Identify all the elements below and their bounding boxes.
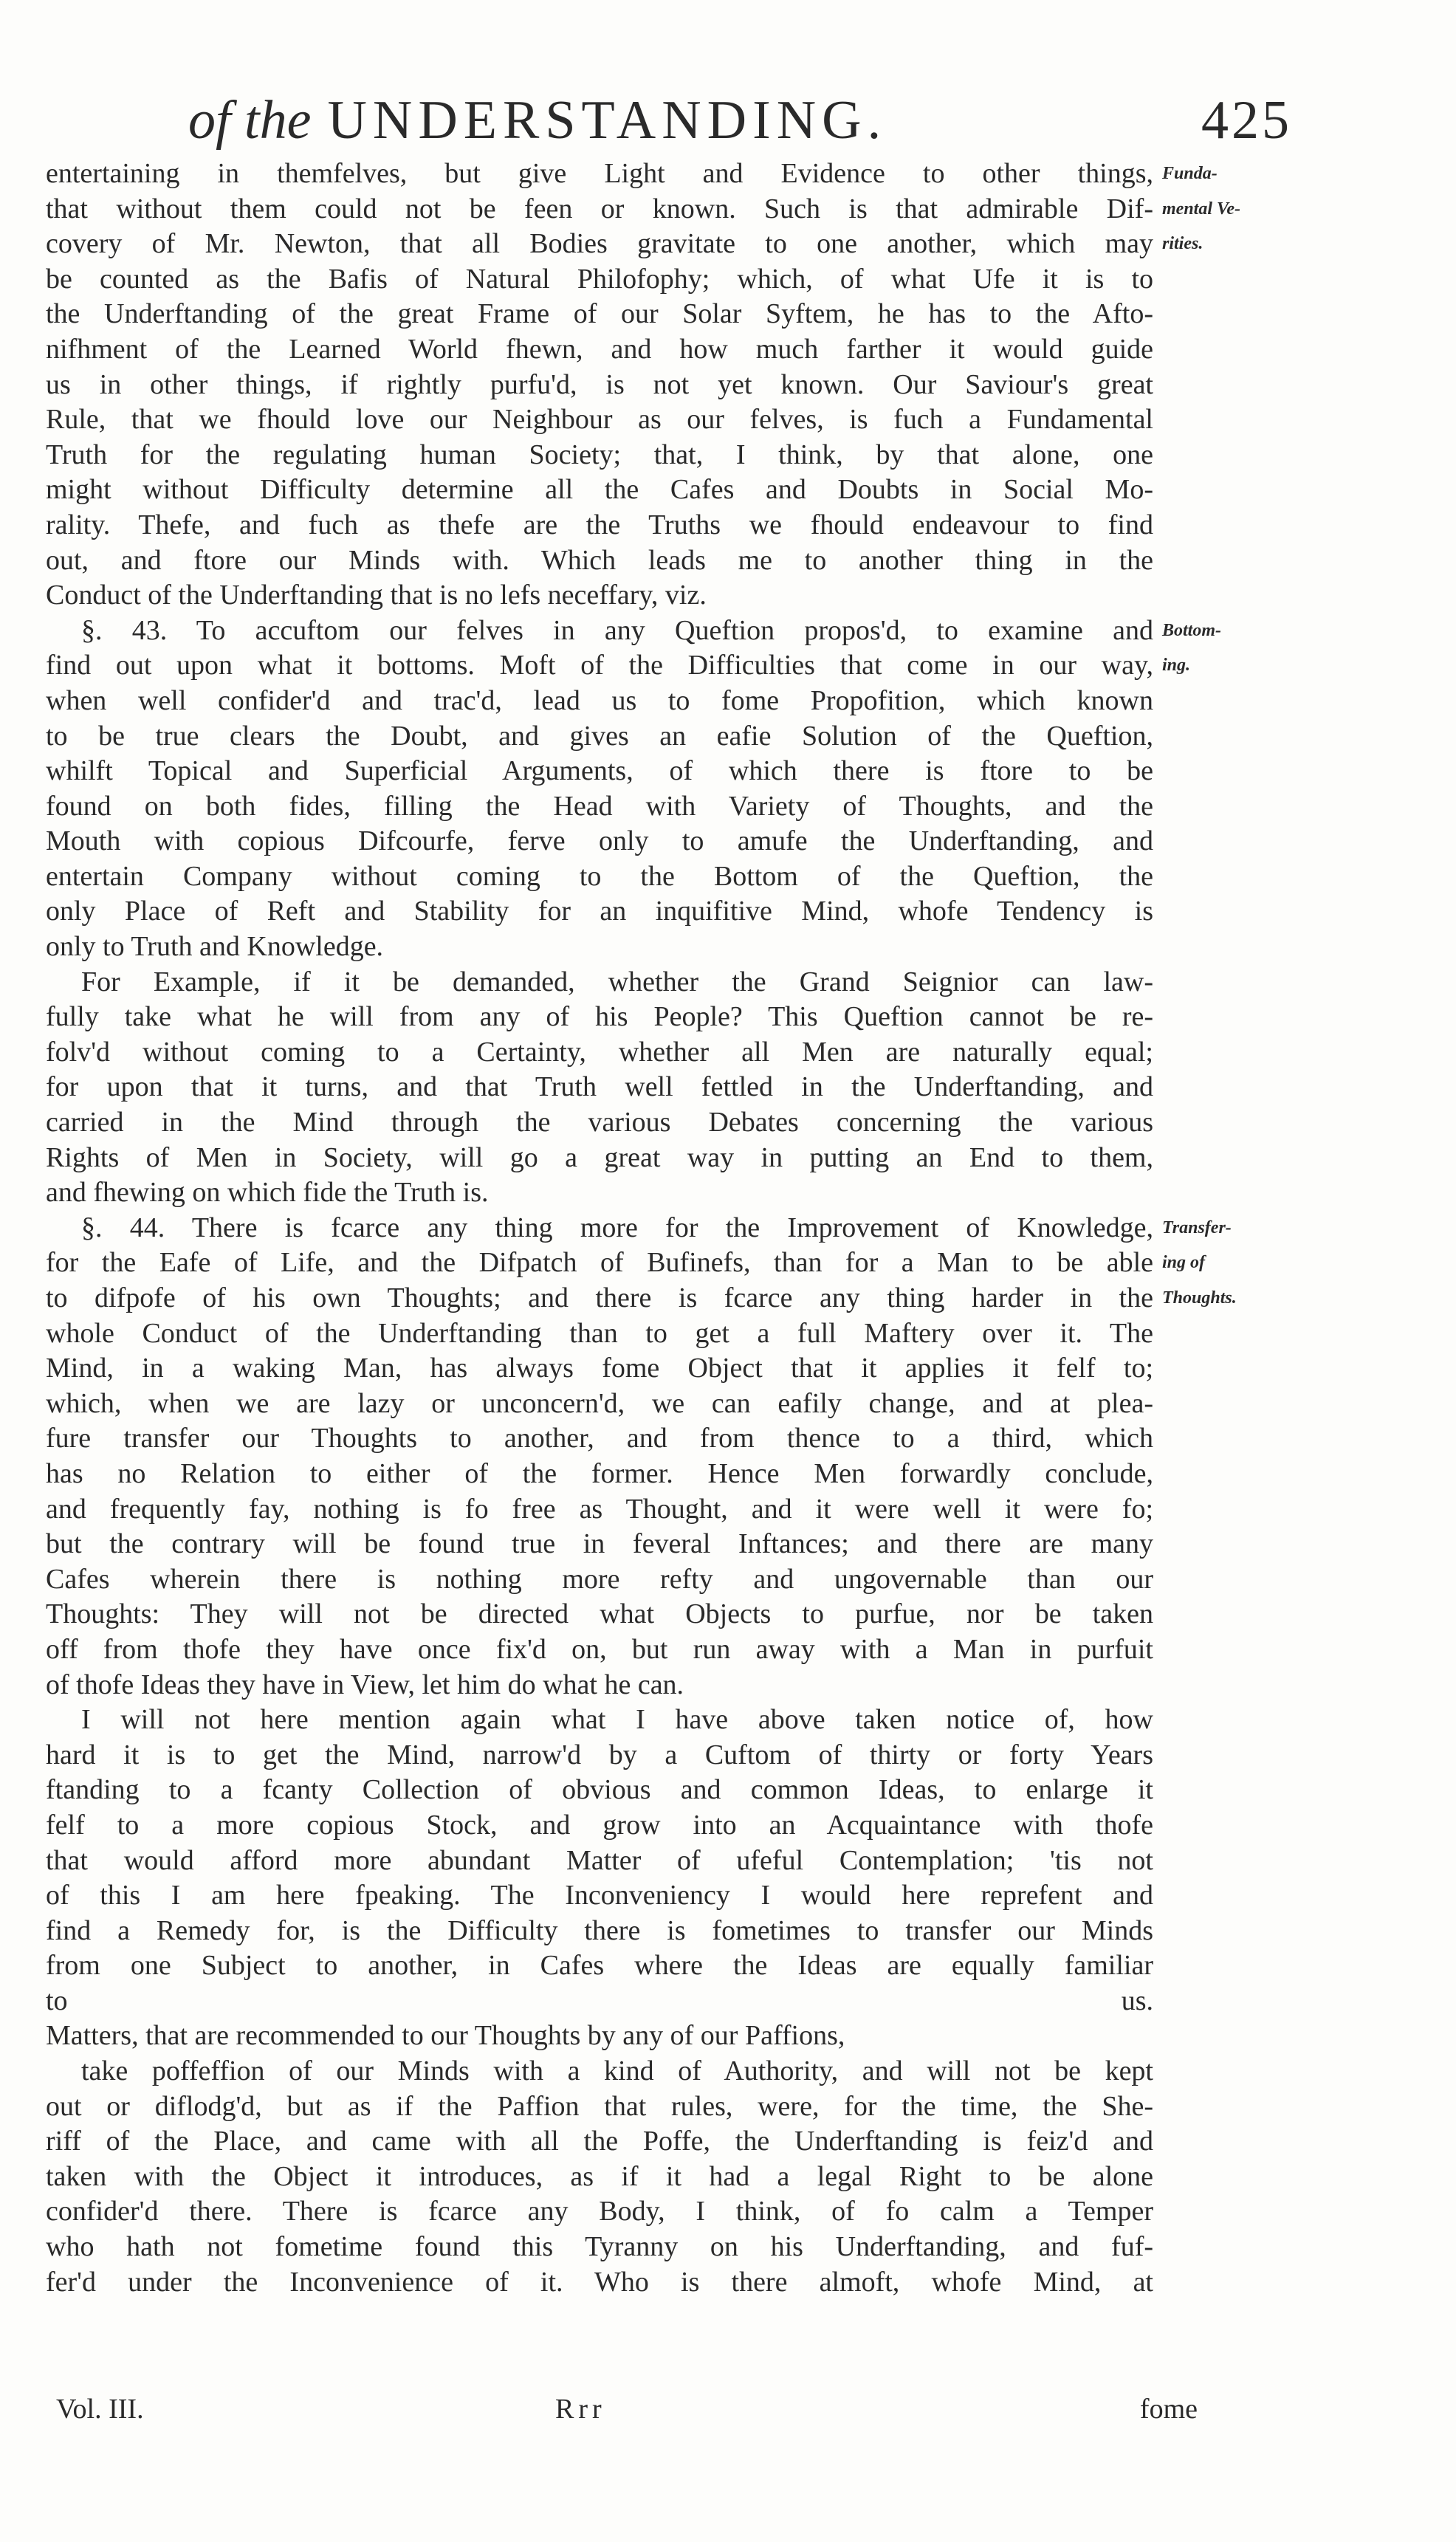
text-line: but the contrary will be found true in feveral Inftances; and there are many [46, 1528, 1153, 1560]
text-line: out, and ftore our Minds with. Which leads me to another thing in the [46, 544, 1153, 576]
note-spacer [1162, 402, 1295, 438]
note-spacer [1162, 1000, 1295, 1035]
marginal-note: rities. [1162, 234, 1203, 254]
text-line: and fhewing on which fide the Truth is. [46, 1177, 489, 1209]
signature-mark: Rrr [555, 2394, 606, 2425]
text-line: find out upon what it bottoms. Moft of the Difficulties that come in our way, [46, 650, 1153, 681]
marginal-note: Funda- [1162, 164, 1218, 183]
text-line: Conduct of the Underftanding that is no lefs neceffary, viz. [46, 580, 707, 611]
text-line: when well confider'd and trac'd, lead us to fome Propofition, which known [46, 684, 1153, 716]
text-line: folv'd without coming to a Certainty, whether all Men are naturally equal; [46, 1036, 1153, 1068]
text-line: fer'd under the Inconvenience of it. Who is there almoft, whofe Mind, at [46, 2266, 1153, 2298]
marginal-note: Bottom- [1162, 620, 1222, 640]
text-line: from one Subject to another, in Cafes where the Ideas are equally familiar [46, 1950, 1153, 1982]
text-line: hard it is to get the Mind, narrow'd by a Cuftom of thirty or forty Years [46, 1739, 1153, 1770]
text-line: §. 44. There is fcarce any thing more for the Improvement of Knowledge, [81, 1212, 1153, 1243]
note-spacer [1162, 1105, 1295, 1141]
text-line: entertaining in themfelves, but give Light and Evidence to other things, [46, 158, 1153, 189]
text-line: fully take what he will from any of his People? This Queftion cannot be re- [46, 1001, 1153, 1033]
text-line: find a Remedy for, is the Difficulty there is fometimes to transfer our Minds [46, 1914, 1153, 1946]
text-line: ftanding to a fcanty Collection of obvious and common Ideas, to enlarge it [46, 1774, 1153, 1806]
text-line: fure transfer our Thoughts to another, and from thence to a third, which [46, 1423, 1153, 1454]
note-spacer [1162, 1175, 1295, 1211]
text-line: taken with the Object it introduces, as if it had a legal Right to be alone [46, 2160, 1153, 2192]
volume-label: Vol. III. [56, 2394, 144, 2425]
text-line: carried in the Mind through the various Debates concerning the various [46, 1107, 1153, 1138]
marginal-note: ing. [1162, 656, 1191, 676]
running-title-caps: UNDERSTANDING. [327, 90, 887, 151]
text-line [46, 2300, 1153, 2335]
text-line: be counted as the Bafis of Natural Philofophy; which, of what Ufe it is to [46, 263, 1153, 295]
text-line: which, when we are lazy or unconcern'd, we can eafily change, and at plea- [46, 1387, 1153, 1419]
text-line: For Example, if it be demanded, whether the Grand Seignior can law- [81, 966, 1153, 997]
text-line: confider'd there. There is fcarce any Body, I think, of fo calm a Temper [46, 2196, 1153, 2227]
text-line: found on both fides, filling the Head with Variety of Thoughts, and the [46, 790, 1153, 822]
marginal-note: Transfer- [1162, 1217, 1232, 1237]
note-spacer [1162, 1141, 1295, 1176]
text-line: the Underftanding of the great Frame of our Solar Syftem, he has to the Afto- [46, 298, 1153, 330]
text-line: us in other things, if rightly purfu'd, is not yet known. Our Saviour's great [46, 368, 1153, 400]
text-line: and frequently fay, nothing is fo free as Thought, and it were well it were fo; [46, 1493, 1153, 1525]
note-spacer [1162, 894, 1295, 930]
text-line: Rule, that we fhould love our Neighbour as our felves, is fuch a Fundamental [46, 404, 1153, 436]
text-line: to us. [46, 1985, 1153, 2016]
note-spacer [1162, 789, 1295, 825]
note-spacer [1162, 297, 1295, 332]
note-spacer [1162, 754, 1295, 789]
text-line: to difpofe of his own Thoughts; and there is fcarce any thing harder in the [46, 1282, 1153, 1313]
text-line: who hath not fometime found this Tyranny on his Underftanding, and fuf- [46, 2231, 1153, 2263]
text-line: nifhment of the Learned World fhewn, and how much farther it would guide [46, 333, 1153, 365]
text-line: out or diflodg'd, but as if the Paffion that rules, were, for the time, the She- [46, 2090, 1153, 2122]
text-line: to be true clears the Doubt, and gives an eafie Solution of the Queftion, [46, 720, 1153, 752]
marginal-note: ing of [1162, 1253, 1206, 1273]
text-line: Thoughts: They will not be directed what Objects to purfue, nor be taken [46, 1598, 1153, 1630]
note-spacer [1162, 824, 1295, 859]
note-spacer [1162, 1035, 1295, 1071]
catchword: fome [1139, 2394, 1198, 2425]
marginal-note: mental Ve- [1162, 199, 1240, 219]
page-number: 425 [1201, 90, 1292, 151]
marginal-note: Thoughts. [1162, 1288, 1237, 1308]
note-spacer [1162, 368, 1295, 403]
note-spacer [1162, 332, 1295, 368]
running-title [188, 80, 887, 161]
text-line: that without them could not be feen or known. Such is that admirable Dif- [46, 193, 1153, 224]
text-line: has no Relation to either of the former. Hence Men forwardly conclude, [46, 1457, 1153, 1489]
text-line: entertain Company without coming to the Bottom of the Queftion, the [46, 860, 1153, 892]
note-spacer [1162, 473, 1295, 508]
text-line: might without Difficulty determine all the Cafes and Doubts in Social Mo- [46, 474, 1153, 506]
text-line: Rights of Men in Society, will go a great way in putting an End to them, [46, 1141, 1153, 1173]
text-line: that would afford more abundant Matter of ufeful Contemplation; 'tis not [46, 1844, 1153, 1876]
page-footer [46, 2387, 1198, 2431]
text-line: only to Truth and Knowledge. [46, 931, 384, 963]
text-line: off from thofe they have once fix'd on, but run away with a Man in purfuit [46, 1633, 1153, 1665]
text-line: Truth for the regulating human Society; that, I think, by that alone, one [46, 439, 1153, 470]
note-spacer [1162, 578, 1295, 614]
text-line: Cafes wherein there is nothing more refty and ungovernable than our [46, 1563, 1153, 1595]
text-line: Matters, that are recommended to our Thoughts by any of our Paffions, [46, 2020, 845, 2052]
note-spacer [1162, 543, 1295, 579]
note-spacer [1162, 508, 1295, 543]
note-spacer [1162, 1070, 1295, 1105]
text-line: rality. Thefe, and fuch as thefe are the Truths we fhould endeavour to find [46, 509, 1153, 540]
text-line: I will not here mention again what I have above taken notice of, how [81, 1704, 1153, 1736]
text-line: of this I am here fpeaking. The Inconveniency I would here reprefent and [46, 1880, 1153, 1911]
text-line: take poffeffion of our Minds with a kind of Authority, and will not be kept [81, 2055, 1153, 2087]
note-spacer [1162, 965, 1295, 1000]
note-spacer [1162, 684, 1295, 719]
text-line: of thofe Ideas they have in View, let him do what he can. [46, 1669, 684, 1700]
running-title-prefix: of the [188, 90, 312, 151]
text-line: Mind, in a waking Man, has always fome Object that it applies it felf to; [46, 1353, 1153, 1384]
note-spacer [1162, 438, 1295, 473]
body-text [46, 157, 1153, 2335]
text-line: whole Conduct of the Underftanding than to get a full Maftery over it. The [46, 1317, 1153, 1349]
marginal-notes [1162, 157, 1295, 1316]
note-spacer [1162, 930, 1295, 965]
note-spacer [1162, 719, 1295, 755]
text-line: §. 43. To accuftom our felves in any Queftion propos'd, to examine and [81, 614, 1153, 646]
note-spacer [1162, 262, 1295, 298]
text-line: riff of the Place, and came with all the Poffe, the Underftanding is feiz'd and [46, 2126, 1153, 2157]
note-spacer [1162, 859, 1295, 895]
text-line: covery of Mr. Newton, that all Bodies gravitate to one another, which may [46, 228, 1153, 260]
page-header [188, 80, 1292, 161]
text-line: for the Eafe of Life, and the Difpatch of Bufinefs, than for a Man to be able [46, 1247, 1153, 1279]
text-line: only Place of Reft and Stability for an inquifitive Mind, whofe Tendency is [46, 896, 1153, 927]
text-line: whilft Topical and Superficial Arguments, of which there is ftore to be [46, 755, 1153, 787]
text-line: Mouth with copious Difcourfe, ferve only to amufe the Underftanding, and [46, 825, 1153, 857]
text-line: for upon that it turns, and that Truth well fettled in the Underftanding, and [46, 1071, 1153, 1103]
text-line: felf to a more copious Stock, and grow into an Acquaintance with thofe [46, 1809, 1153, 1841]
